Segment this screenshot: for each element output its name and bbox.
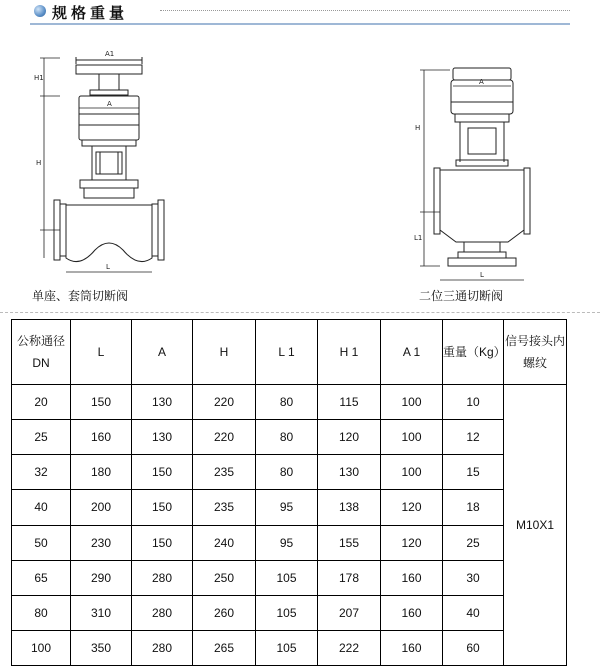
cell-h: 265 (193, 630, 256, 665)
spec-table (11, 319, 567, 666)
cell-l1: 105 (256, 630, 318, 665)
valve-diagrams (0, 40, 600, 310)
cell-a1: 160 (381, 595, 443, 630)
cell-weight: 18 (443, 490, 504, 525)
cell-l: 310 (71, 595, 132, 630)
dim-label-a1: A1 (105, 50, 115, 58)
bullet-icon (34, 5, 46, 17)
cell-a: 280 (132, 595, 193, 630)
cell-h1: 207 (318, 595, 381, 630)
cell-l: 290 (71, 560, 132, 595)
header-l: L (71, 320, 132, 385)
cell-dn: 100 (12, 630, 71, 665)
cell-l1: 105 (256, 560, 318, 595)
cell-l: 180 (71, 455, 132, 490)
left-diagram-caption: 单座、套筒切断阀 (32, 289, 129, 303)
cell-l: 350 (71, 630, 132, 665)
header-underline (30, 23, 570, 25)
dim-label-h-right: H (415, 124, 421, 132)
dim-label-a: A (107, 100, 112, 108)
cell-signal-thread: M10X1 (504, 385, 567, 666)
valve-body-right (440, 170, 524, 242)
table-row (12, 385, 567, 420)
cell-a: 150 (132, 490, 193, 525)
cell-a1: 100 (381, 420, 443, 455)
dim-label-l1-right: L1 (414, 234, 423, 242)
dim-label-h1: H1 (34, 74, 44, 82)
cell-h: 260 (193, 595, 256, 630)
cell-weight: 15 (443, 455, 504, 490)
cell-weight: 12 (443, 420, 504, 455)
cell-h1: 155 (318, 525, 381, 560)
cell-a1: 160 (381, 630, 443, 665)
table-row (12, 525, 567, 560)
cell-dn: 50 (12, 525, 71, 560)
cell-a: 150 (132, 455, 193, 490)
cell-weight: 10 (443, 385, 504, 420)
dim-label-h: H (36, 159, 42, 167)
section-title: 规格重量 (52, 4, 129, 22)
cell-h: 220 (193, 420, 256, 455)
cell-a: 280 (132, 560, 193, 595)
header-dotted-line (160, 10, 570, 11)
cell-l1: 95 (256, 525, 318, 560)
cell-weight: 30 (443, 560, 504, 595)
table-row (12, 420, 567, 455)
cell-dn: 80 (12, 595, 71, 630)
header-h: H (193, 320, 256, 385)
cell-l: 150 (71, 385, 132, 420)
header-l1: L 1 (256, 320, 318, 385)
cell-dn: 40 (12, 490, 71, 525)
cell-h1: 138 (318, 490, 381, 525)
cell-a: 130 (132, 420, 193, 455)
cell-weight: 25 (443, 525, 504, 560)
cell-a1: 160 (381, 560, 443, 595)
header-a1: A 1 (381, 320, 443, 385)
cell-h1: 115 (318, 385, 381, 420)
cell-h: 235 (193, 490, 256, 525)
cell-weight: 40 (443, 595, 504, 630)
dim-label-a-right: A (479, 78, 484, 86)
cell-a: 150 (132, 525, 193, 560)
table-row (12, 595, 567, 630)
header-h1: H 1 (318, 320, 381, 385)
table-row (12, 490, 567, 525)
cell-l1: 80 (256, 385, 318, 420)
cell-h1: 120 (318, 420, 381, 455)
valve-handwheel (76, 65, 142, 74)
cell-h: 240 (193, 525, 256, 560)
header-weight: 重量（Kg） (443, 320, 504, 385)
table-header-row (12, 320, 567, 385)
cell-l: 230 (71, 525, 132, 560)
cell-weight: 60 (443, 630, 504, 665)
divider (0, 312, 600, 313)
cell-dn: 20 (12, 385, 71, 420)
three-way-valve-drawing (420, 68, 530, 280)
table-row (12, 455, 567, 490)
cell-dn: 25 (12, 420, 71, 455)
cell-l1: 80 (256, 455, 318, 490)
cell-l: 200 (71, 490, 132, 525)
cell-h1: 130 (318, 455, 381, 490)
cell-a1: 100 (381, 455, 443, 490)
single-seat-valve-drawing (40, 57, 164, 272)
cell-h: 235 (193, 455, 256, 490)
header-a: A (132, 320, 193, 385)
dim-label-l-right: L (480, 271, 484, 279)
cell-a1: 120 (381, 525, 443, 560)
cell-a: 130 (132, 385, 193, 420)
cell-dn: 32 (12, 455, 71, 490)
cell-a: 280 (132, 630, 193, 665)
table-row (12, 630, 567, 665)
header-dn: 公称通径DN (12, 320, 71, 385)
section-header (30, 0, 570, 30)
cell-h1: 178 (318, 560, 381, 595)
cell-a1: 100 (381, 385, 443, 420)
cell-dn: 65 (12, 560, 71, 595)
right-diagram-caption: 二位三通切断阀 (419, 289, 504, 303)
cell-a1: 120 (381, 490, 443, 525)
valve-body (66, 205, 152, 262)
table-row (12, 560, 567, 595)
cell-h: 250 (193, 560, 256, 595)
header-signal-thread: 信号接头内螺纹 (504, 320, 567, 385)
cell-l1: 105 (256, 595, 318, 630)
cell-h1: 222 (318, 630, 381, 665)
cell-l1: 80 (256, 420, 318, 455)
cell-h: 220 (193, 385, 256, 420)
cell-l1: 95 (256, 490, 318, 525)
cell-l: 160 (71, 420, 132, 455)
dim-label-l: L (106, 263, 110, 271)
